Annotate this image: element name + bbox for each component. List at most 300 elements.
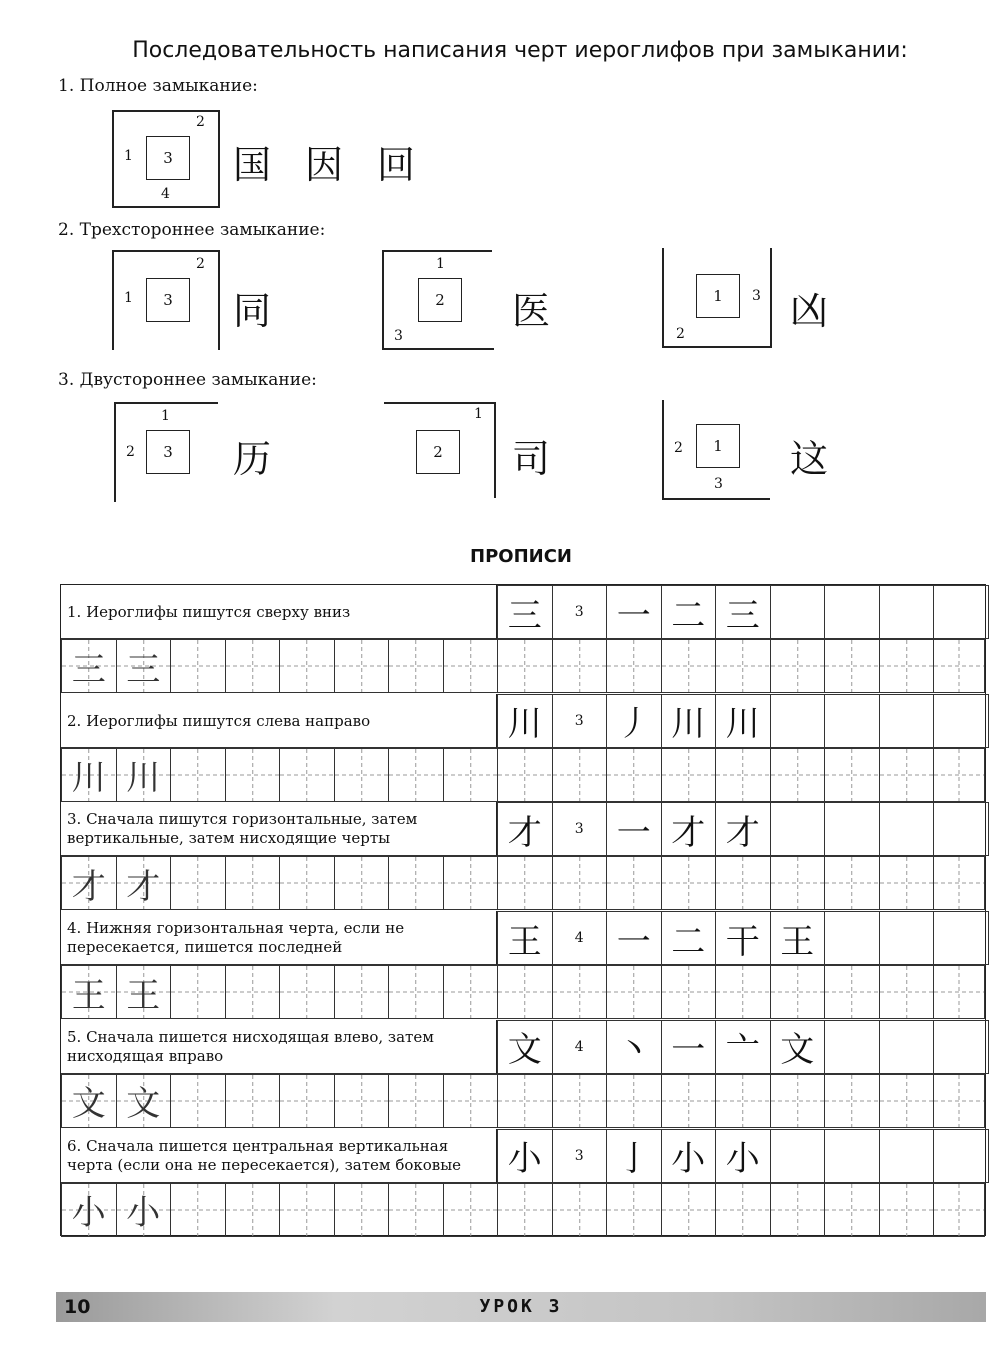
practice-sample: 文 <box>126 1084 161 1125</box>
grid-cell <box>334 1183 390 1237</box>
section-heading: 1. Полное замыкание: <box>58 76 258 96</box>
grid-cell <box>933 1020 989 1074</box>
grid-cell <box>770 1074 826 1128</box>
diagram-line <box>218 110 220 206</box>
grid-cell <box>661 1020 717 1074</box>
grid-cell <box>879 694 935 748</box>
example-character: 回 <box>377 143 416 187</box>
cell-guide <box>280 966 334 1018</box>
grid-cell <box>388 965 444 1019</box>
grid-cell <box>824 1020 880 1074</box>
grid-cell <box>552 965 608 1019</box>
example-character: 因 <box>305 143 344 187</box>
grid-cell <box>661 856 717 910</box>
cell-guide <box>280 1184 334 1236</box>
grid-cell <box>824 1183 880 1237</box>
stroke-step: 丿 <box>616 704 651 745</box>
cell-guide <box>226 749 280 801</box>
rule-text: 1. Иероглифы пишутся сверху вниз <box>67 603 351 621</box>
grid-cell <box>824 694 880 748</box>
grid-cell <box>388 1183 444 1237</box>
cell-guide <box>662 1075 716 1127</box>
cell-guide <box>662 966 716 1018</box>
grid-cell <box>661 1074 717 1128</box>
practice-sample: 王 <box>71 975 106 1016</box>
stroke-step: 川 <box>725 704 760 745</box>
diagram-line <box>218 250 220 350</box>
stroke-count: 3 <box>574 712 584 729</box>
stroke-count: 4 <box>574 930 584 947</box>
cell-guide <box>934 857 984 909</box>
inner-box: 3 <box>146 430 190 474</box>
grid-cell <box>225 856 281 910</box>
lesson-label: УРОК 3 <box>479 1296 563 1317</box>
section-heading: 3. Двустороннее замыкание: <box>58 370 317 390</box>
cell-guide <box>226 1184 280 1236</box>
practice-grid <box>60 584 986 1236</box>
cell-guide <box>934 640 984 692</box>
grid-cell <box>661 911 717 965</box>
footer-bar <box>56 1292 986 1322</box>
grid-cell <box>879 585 935 639</box>
stroke-step: 一 <box>616 921 651 962</box>
grid-cell <box>225 1183 281 1237</box>
grid-cell <box>879 1183 935 1237</box>
grid-cell <box>661 1129 717 1183</box>
cell-guide <box>825 857 879 909</box>
cell-guide <box>335 1075 389 1127</box>
grid-cell <box>661 1183 717 1237</box>
grid-cell <box>770 1020 826 1074</box>
cell-guide <box>716 1075 770 1127</box>
grid-cell <box>933 694 989 748</box>
cell-guide <box>880 749 934 801</box>
cell-guide <box>171 857 225 909</box>
inner-box: 1 <box>696 274 740 318</box>
grid-cell <box>824 965 880 1019</box>
cell-guide <box>607 749 661 801</box>
stroke-order-number: 3 <box>394 328 403 344</box>
grid-cell <box>824 911 880 965</box>
practice-sample: 小 <box>71 1193 106 1233</box>
target-character: 小 <box>507 1139 542 1179</box>
grid-cell <box>552 748 608 802</box>
grid-cell <box>443 1074 499 1128</box>
grid-cell <box>933 1129 989 1183</box>
stroke-order-number: 1 <box>124 290 133 306</box>
cell-guide <box>226 1075 280 1127</box>
grid-cell <box>606 748 662 802</box>
example-character: 医 <box>512 289 551 333</box>
grid-cell <box>334 856 390 910</box>
cell-guide <box>444 1075 498 1127</box>
cell-guide <box>389 857 443 909</box>
rule-text: 2. Иероглифы пишутся слева направо <box>67 711 371 730</box>
grid-cell <box>661 965 717 1019</box>
stroke-step: 才 <box>725 812 760 853</box>
grid-cell <box>497 639 553 693</box>
cell-guide <box>771 1184 825 1236</box>
grid-cell <box>552 911 608 965</box>
cell-guide <box>444 1184 498 1236</box>
cell-guide <box>934 1075 984 1127</box>
cell-guide <box>880 1184 934 1236</box>
grid-cell <box>116 639 172 693</box>
grid-cell <box>61 1074 117 1128</box>
cell-guide <box>444 749 498 801</box>
target-character: 文 <box>507 1030 542 1071</box>
diagram-line <box>114 402 116 502</box>
example-character: 这 <box>790 437 829 481</box>
grid-cell <box>824 1129 880 1183</box>
grid-cell <box>715 694 771 748</box>
grid-cell <box>770 1129 826 1183</box>
stroke-order-number: 1 <box>161 408 170 424</box>
cell-guide <box>444 640 498 692</box>
grid-cell <box>279 965 335 1019</box>
grid-cell <box>715 1020 771 1074</box>
target-character: 三 <box>507 595 542 636</box>
cell-guide <box>171 640 225 692</box>
cell-guide <box>335 749 389 801</box>
diagram-line <box>384 402 494 404</box>
diagram-line <box>114 402 218 404</box>
grid-cell <box>824 639 880 693</box>
cell-guide <box>553 749 607 801</box>
cell-guide <box>825 749 879 801</box>
stroke-count: 3 <box>574 604 584 620</box>
grid-cell <box>606 802 662 856</box>
stroke-step: 二 <box>671 595 706 636</box>
grid-cell <box>933 911 989 965</box>
inner-box: 2 <box>416 430 460 474</box>
grid-cell <box>824 748 880 802</box>
stroke-order-number: 4 <box>161 186 170 202</box>
stroke-step: 小 <box>671 1139 706 1179</box>
cell-guide <box>716 857 770 909</box>
cell-guide <box>771 1075 825 1127</box>
grid-cell <box>879 1074 935 1128</box>
rule-cell <box>61 802 497 856</box>
cell-guide <box>771 966 825 1018</box>
grid-cell <box>170 1074 226 1128</box>
grid-cell <box>497 802 553 856</box>
page-title: Последовательность написания черт иероглифов при замыкании: <box>132 38 908 63</box>
grid-cell <box>170 1183 226 1237</box>
target-character: 才 <box>507 812 542 853</box>
grid-cell <box>552 1183 608 1237</box>
grid-cell <box>552 1074 608 1128</box>
cell-guide <box>280 640 334 692</box>
inner-box: 3 <box>146 278 190 322</box>
example-character: 司 <box>512 437 551 481</box>
grid-cell <box>770 639 826 693</box>
practice-sample: 文 <box>71 1084 106 1125</box>
grid-cell <box>933 965 985 1019</box>
grid-cell <box>61 1183 117 1237</box>
grid-cell <box>879 639 935 693</box>
grid-cell <box>170 856 226 910</box>
grid-cell <box>388 1074 444 1128</box>
stroke-order-number: 2 <box>674 440 683 456</box>
grid-cell <box>715 911 771 965</box>
grid-cell <box>715 802 771 856</box>
cell-guide <box>607 1075 661 1127</box>
grid-cell <box>552 1020 608 1074</box>
diagram-line <box>662 248 664 346</box>
inner-box: 1 <box>696 424 740 468</box>
grid-cell <box>715 639 771 693</box>
grid-cell <box>170 748 226 802</box>
grid-cell <box>225 748 281 802</box>
cell-guide <box>662 857 716 909</box>
cell-guide <box>553 1075 607 1127</box>
grid-cell <box>770 802 826 856</box>
cell-guide <box>498 966 552 1018</box>
cell-guide <box>226 857 280 909</box>
grid-cell <box>824 856 880 910</box>
grid-cell <box>225 1074 281 1128</box>
grid-cell <box>497 1183 553 1237</box>
grid-cell <box>933 1183 985 1237</box>
example-character: 历 <box>233 437 272 481</box>
grid-cell <box>879 911 935 965</box>
cell-guide <box>335 857 389 909</box>
diagram-line <box>382 250 492 252</box>
grid-cell <box>824 585 880 639</box>
grid-cell <box>61 639 117 693</box>
stroke-step: 文 <box>780 1030 815 1071</box>
grid-cell <box>606 1074 662 1128</box>
rule-text: 6. Сначала пишется центральная вертикальная черта (если она не пересекается), затем боковые <box>67 1136 462 1174</box>
grid-cell <box>715 856 771 910</box>
cell-guide <box>389 1075 443 1127</box>
cell-guide <box>880 1075 934 1127</box>
cell-guide <box>171 749 225 801</box>
diagram-line <box>112 250 114 350</box>
example-character: 同 <box>233 289 272 333</box>
grid-cell <box>116 1074 172 1128</box>
grid-cell <box>170 965 226 1019</box>
grid-cell <box>770 585 826 639</box>
grid-cell <box>279 1183 335 1237</box>
grid-cell <box>879 748 935 802</box>
grid-cell <box>661 802 717 856</box>
cell-guide <box>171 966 225 1018</box>
grid-cell <box>497 585 553 639</box>
grid-cell <box>933 585 989 639</box>
cell-guide <box>280 1075 334 1127</box>
stroke-count: 4 <box>574 1038 584 1055</box>
cell-guide <box>880 857 934 909</box>
grid-cell <box>879 802 935 856</box>
stroke-step: 才 <box>671 812 706 853</box>
cell-guide <box>498 640 552 692</box>
stroke-step: 王 <box>780 921 815 962</box>
practice-sample: 三 <box>126 649 161 690</box>
grid-cell <box>933 748 985 802</box>
grid-cell <box>606 1129 662 1183</box>
cell-guide <box>498 857 552 909</box>
cell-guide <box>607 640 661 692</box>
grid-cell <box>661 748 717 802</box>
cell-guide <box>716 640 770 692</box>
rule-cell <box>61 694 497 748</box>
grid-cell <box>770 748 826 802</box>
rule-cell <box>61 911 497 965</box>
cell-guide <box>880 966 934 1018</box>
stroke-order-number: 2 <box>196 114 205 130</box>
practice-sample: 三 <box>71 649 106 690</box>
cell-guide <box>825 1075 879 1127</box>
rule-cell <box>61 585 497 639</box>
cell-guide <box>607 857 661 909</box>
grid-cell <box>552 1129 608 1183</box>
grid-cell <box>334 1074 390 1128</box>
practice-sample: 才 <box>71 866 106 907</box>
grid-cell <box>116 856 172 910</box>
grid-cell <box>279 856 335 910</box>
grid-cell <box>334 639 390 693</box>
grid-cell <box>279 1074 335 1128</box>
grid-cell <box>661 694 717 748</box>
grid-cell <box>661 639 717 693</box>
cell-guide <box>553 1184 607 1236</box>
cell-guide <box>771 857 825 909</box>
stroke-step: 三 <box>725 595 760 636</box>
stroke-order-number: 2 <box>196 256 205 272</box>
grid-cell <box>715 748 771 802</box>
stroke-step: 一 <box>616 812 651 853</box>
practice-sample: 才 <box>126 866 161 907</box>
grid-cell <box>443 965 499 1019</box>
stroke-order-number: 3 <box>752 288 761 304</box>
grid-cell <box>606 965 662 1019</box>
cell-guide <box>553 857 607 909</box>
diagram-line <box>662 400 664 498</box>
cell-guide <box>335 1184 389 1236</box>
cell-guide <box>607 966 661 1018</box>
grid-cell <box>497 911 553 965</box>
grid-cell <box>497 748 553 802</box>
cell-guide <box>825 640 879 692</box>
grid-cell <box>606 694 662 748</box>
cell-guide <box>662 640 716 692</box>
cell-guide <box>553 966 607 1018</box>
grid-cell <box>824 1074 880 1128</box>
diagram-line <box>112 206 220 208</box>
grid-cell <box>770 694 826 748</box>
grid-cell <box>497 1129 553 1183</box>
grid-cell <box>879 1020 935 1074</box>
practice-sample: 小 <box>126 1193 161 1233</box>
grid-cell <box>606 856 662 910</box>
stroke-order-number: 1 <box>436 256 445 272</box>
stroke-order-number: 2 <box>126 444 135 460</box>
rule-cell <box>61 1129 497 1183</box>
cell-guide <box>444 966 498 1018</box>
grid-cell <box>933 802 989 856</box>
stroke-step: 小 <box>725 1139 760 1179</box>
practice-sample: 王 <box>126 975 161 1016</box>
target-character: 川 <box>507 704 542 745</box>
stroke-step: 干 <box>725 921 760 962</box>
grid-cell <box>116 748 172 802</box>
grid-cell <box>61 965 117 1019</box>
cell-guide <box>825 966 879 1018</box>
cell-guide <box>389 1184 443 1236</box>
grid-cell <box>606 911 662 965</box>
cell-guide <box>880 640 934 692</box>
grid-cell <box>770 965 826 1019</box>
practice-sample: 川 <box>71 758 106 799</box>
cell-guide <box>934 749 984 801</box>
grid-cell <box>497 694 553 748</box>
cell-guide <box>444 857 498 909</box>
stroke-order-number: 3 <box>714 476 723 492</box>
diagram-line <box>382 348 494 350</box>
grid-cell <box>879 856 935 910</box>
cell-guide <box>335 640 389 692</box>
grid-cell <box>770 1183 826 1237</box>
grid-cell <box>61 748 117 802</box>
cell-guide <box>716 966 770 1018</box>
grid-cell <box>116 965 172 1019</box>
cell-guide <box>280 749 334 801</box>
grid-cell <box>116 1183 172 1237</box>
target-character: 王 <box>507 921 542 962</box>
grid-cell <box>715 1129 771 1183</box>
grid-cell <box>933 639 985 693</box>
cell-guide <box>771 640 825 692</box>
grid-cell <box>497 1074 553 1128</box>
stroke-step: 亅 <box>616 1139 651 1179</box>
inner-box: 3 <box>146 136 190 180</box>
cell-guide <box>607 1184 661 1236</box>
grid-cell <box>606 585 662 639</box>
inner-box: 2 <box>418 278 462 322</box>
grid-cell <box>388 748 444 802</box>
diagram-line <box>662 346 772 348</box>
grid-cell <box>170 639 226 693</box>
cell-guide <box>553 640 607 692</box>
cell-guide <box>498 1075 552 1127</box>
grid-cell <box>824 802 880 856</box>
stroke-step: 丶 <box>616 1030 651 1071</box>
diagram-line <box>112 250 218 252</box>
rule-text: 3. Сначала пишутся горизонтальные, затем вертикальные, затем нисходящие черты <box>67 810 418 848</box>
cell-guide <box>716 1184 770 1236</box>
example-character: 凶 <box>790 289 829 333</box>
grid-cell <box>497 1020 553 1074</box>
cell-guide <box>389 640 443 692</box>
grid-cell <box>443 748 499 802</box>
grid-cell <box>770 911 826 965</box>
grid-cell <box>334 748 390 802</box>
cell-guide <box>825 1184 879 1236</box>
stroke-step: 二 <box>671 921 706 962</box>
cell-guide <box>934 1184 984 1236</box>
cell-guide <box>662 749 716 801</box>
practice-sample: 川 <box>126 758 161 799</box>
grid-cell <box>879 965 935 1019</box>
grid-cell <box>606 1020 662 1074</box>
diagram-line <box>494 402 496 498</box>
cell-guide <box>771 749 825 801</box>
grid-cell <box>552 694 608 748</box>
grid-cell <box>715 965 771 1019</box>
diagram-line <box>112 110 218 112</box>
